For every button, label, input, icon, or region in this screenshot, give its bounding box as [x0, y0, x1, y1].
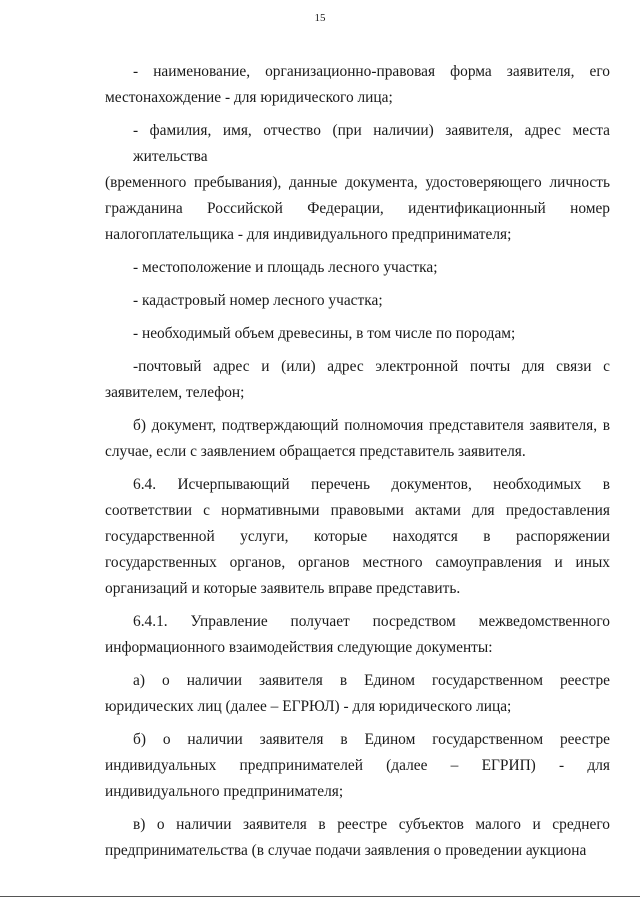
text-line: случае, если с заявлением обращается представитель заявителя. — [105, 443, 526, 460]
paragraph — [105, 609, 610, 661]
page-number: 15 — [314, 12, 326, 24]
paragraph — [105, 255, 610, 281]
text-line: (временного пребывания), данные документа, удостоверяющего личность — [105, 174, 610, 191]
text-line: заявителем, телефон; — [105, 384, 245, 401]
paragraph — [105, 59, 610, 111]
paragraph — [105, 413, 610, 465]
paragraph — [105, 118, 610, 248]
text-line: налогоплательщика - для индивидуального предпринимателя; — [105, 226, 512, 243]
paragraph — [105, 321, 610, 347]
text-line: - наименование, организационно-правовая форма заявителя, его — [133, 63, 610, 80]
text-line: информационного взаимодействия следующие документы: — [105, 639, 493, 656]
text-line: - кадастровый номер лесного участка; — [133, 292, 383, 309]
text-line: соответствии с нормативными правовыми актами для предоставления — [105, 502, 610, 519]
text-line: индивидуального предпринимателя; — [105, 783, 344, 800]
paragraph — [105, 668, 610, 720]
text-line: государственных органов, органов местного самоуправления и иных — [105, 554, 610, 571]
text-line: -почтовый адрес и (или) адрес электронной почты для связи с — [133, 358, 610, 375]
text-line: индивидуальных предпринимателей (далее – ЕГРИП) - для — [105, 757, 610, 774]
document-body — [105, 59, 610, 871]
text-line: гражданина Российской Федерации, идентификационный номер — [105, 200, 610, 217]
paragraph — [105, 288, 610, 314]
text-line: юридических лиц (далее – ЕГРЮЛ) - для юридического лица; — [105, 698, 512, 715]
paragraph — [105, 472, 610, 602]
paragraph — [105, 812, 610, 864]
text-line: в) о наличии заявителя в реестре субъектов малого и среднего — [133, 816, 610, 833]
text-line: 6.4.1. Управление получает посредством межведомственного — [133, 613, 610, 630]
paragraph — [105, 354, 610, 406]
text-line: организаций и которые заявитель вправе представить. — [105, 580, 461, 597]
page-bottom-rule — [0, 896, 640, 897]
paragraph — [105, 727, 610, 805]
text-line: б) документ, подтверждающий полномочия представителя заявителя, в — [133, 417, 610, 434]
text-line: - фамилия, имя, отчество (при наличии) заявителя, адрес места жительства — [133, 122, 610, 165]
text-line: - необходимый объем древесины, в том числе по породам; — [133, 325, 516, 342]
text-line: - местоположение и площадь лесного участка; — [133, 259, 438, 276]
text-line: предпринимательства (в случае подачи заявления о проведении аукциона — [105, 842, 587, 859]
text-line: а) о наличии заявителя в Едином государственном реестре — [133, 672, 610, 689]
text-line: б) о наличии заявителя в Едином государственном реестре — [133, 731, 610, 748]
text-line: 6.4. Исчерпывающий перечень документов, необходимых в — [133, 476, 610, 493]
text-line: государственной услуги, которые находятся в распоряжении — [105, 528, 610, 545]
text-line: местонахождение - для юридического лица; — [105, 89, 393, 106]
